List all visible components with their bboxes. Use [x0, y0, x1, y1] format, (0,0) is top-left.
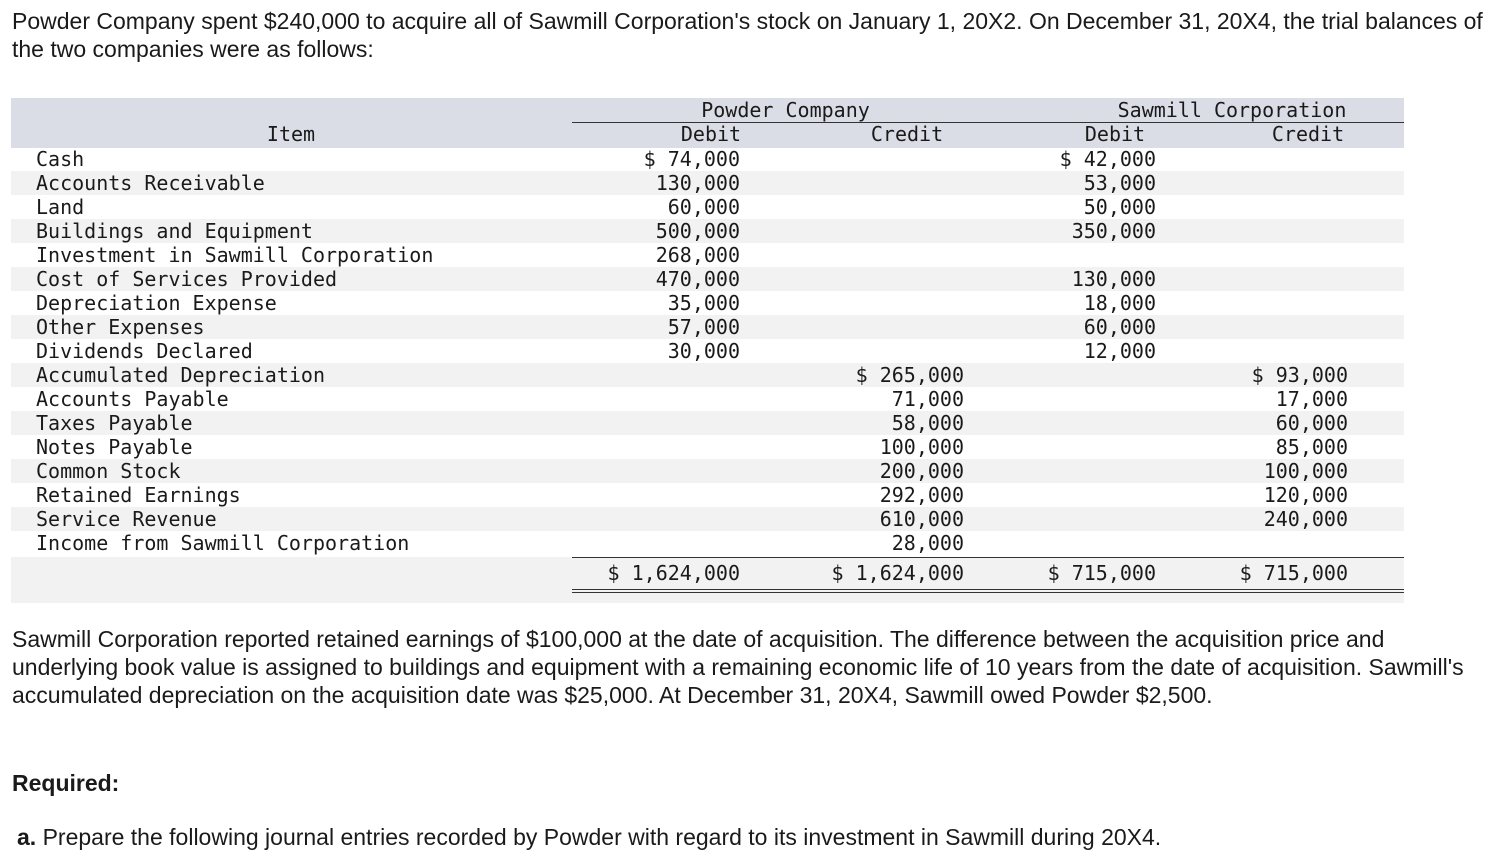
company-header-powder: Powder Company	[701, 98, 870, 122]
powder-debit-cell: 268,000	[655, 243, 740, 267]
sawmill-debit-cell: 53,000	[1083, 171, 1156, 195]
account-name: Common Stock	[36, 459, 181, 483]
account-name: Service Revenue	[36, 507, 217, 531]
company-header-sawmill: Sawmill Corporation	[1117, 98, 1347, 122]
account-name: Land	[36, 195, 85, 219]
powder-debit-cell: 130,000	[655, 171, 740, 195]
account-name: Buildings and Equipment	[36, 219, 313, 243]
powder-credit-cell: 200,000	[879, 459, 964, 483]
total-powder-debit-cell: $ 1,624,000	[607, 561, 740, 585]
account-name: Cash	[36, 147, 85, 171]
account-name: Notes Payable	[36, 435, 193, 459]
sawmill-debit-cell: 12,000	[1083, 339, 1156, 363]
sawmill-debit-cell: 60,000	[1083, 315, 1156, 339]
sawmill-credit-cell: 100,000	[1263, 459, 1348, 483]
sawmill-debit-header: Debit	[1084, 122, 1146, 146]
powder-debit-cell: 60,000	[667, 195, 740, 219]
total-powder-credit-cell: $ 1,624,000	[831, 561, 964, 585]
sawmill-debit-cell: 350,000	[1071, 219, 1156, 243]
sawmill-credit-cell: 240,000	[1263, 507, 1348, 531]
sawmill-debit-cell: 130,000	[1071, 267, 1156, 291]
powder-credit-cell: 292,000	[879, 483, 964, 507]
account-name: Accounts Receivable	[36, 171, 265, 195]
sawmill-debit-cell: 50,000	[1083, 195, 1156, 219]
powder-debit-cell: 35,000	[667, 291, 740, 315]
problem-details: Sawmill Corporation reported retained earnings of $100,000 at the date of acquisition. The difference between the acquisition price and underlying book value is assigned to buildings and equipment with a remaining economic life of 10 years from the date of acquisition. Sawmill's accumulated depreciation on the acquisition date was $25,000. At December 31, 20X4, Sawmill owed Powder $2,500.	[12, 626, 1464, 708]
powder-debit-cell: $ 74,000	[643, 147, 740, 171]
powder-credit-cell: 58,000	[891, 411, 964, 435]
account-name: Accumulated Depreciation	[36, 363, 325, 387]
powder-debit-cell: 500,000	[655, 219, 740, 243]
sawmill-debit-cell: $ 42,000	[1059, 147, 1156, 171]
powder-credit-cell: 100,000	[879, 435, 964, 459]
account-name: Taxes Payable	[36, 411, 193, 435]
powder-credit-cell: 610,000	[879, 507, 964, 531]
powder-credit-cell: 71,000	[891, 387, 964, 411]
powder-credit-cell: 28,000	[891, 531, 964, 555]
account-name: Depreciation Expense	[36, 291, 277, 315]
problem-intro: Powder Company spent $240,000 to acquire all of Sawmill Corporation's stock on January 1, 20X2. On December 31, 20X4, the trial balances of the two companies were as follows:	[12, 8, 1483, 62]
sawmill-credit-header: Credit	[1271, 122, 1345, 146]
powder-debit-header: Debit	[680, 122, 742, 146]
totals-top-rule	[572, 557, 1404, 558]
sawmill-credit-cell: $ 93,000	[1251, 363, 1348, 387]
total-sawmill-debit-cell: $ 715,000	[1047, 561, 1156, 585]
powder-debit-cell: 57,000	[667, 315, 740, 339]
part-a-label: a.	[17, 824, 37, 850]
powder-debit-cell: 470,000	[655, 267, 740, 291]
sawmill-credit-cell: 120,000	[1263, 483, 1348, 507]
account-name: Cost of Services Provided	[36, 267, 338, 291]
sawmill-credit-cell: 17,000	[1275, 387, 1348, 411]
sawmill-credit-cell: 85,000	[1275, 435, 1348, 459]
powder-credit-header: Credit	[870, 122, 944, 146]
account-name: Accounts Payable	[36, 387, 229, 411]
account-name: Dividends Declared	[36, 339, 253, 363]
sawmill-credit-cell: 60,000	[1275, 411, 1348, 435]
powder-debit-cell: 30,000	[667, 339, 740, 363]
total-sawmill-credit-cell: $ 715,000	[1239, 561, 1348, 585]
sawmill-debit-cell: 18,000	[1083, 291, 1156, 315]
totals-double-rule	[572, 589, 1404, 593]
item-column-header: Item	[266, 122, 316, 146]
part-a-instruction	[17, 823, 1495, 851]
account-name: Investment in Sawmill Corporation	[36, 243, 434, 267]
required-heading: Required:	[12, 770, 120, 796]
part-a-text: Prepare the following journal entries recorded by Powder with regard to its investment in Sawmill during 20X4.	[36, 824, 1162, 850]
powder-credit-cell: $ 265,000	[855, 363, 964, 387]
account-name: Other Expenses	[36, 315, 205, 339]
trial-balance-table	[11, 98, 1404, 596]
account-name: Income from Sawmill Corporation	[36, 531, 410, 555]
account-name: Retained Earnings	[36, 483, 241, 507]
